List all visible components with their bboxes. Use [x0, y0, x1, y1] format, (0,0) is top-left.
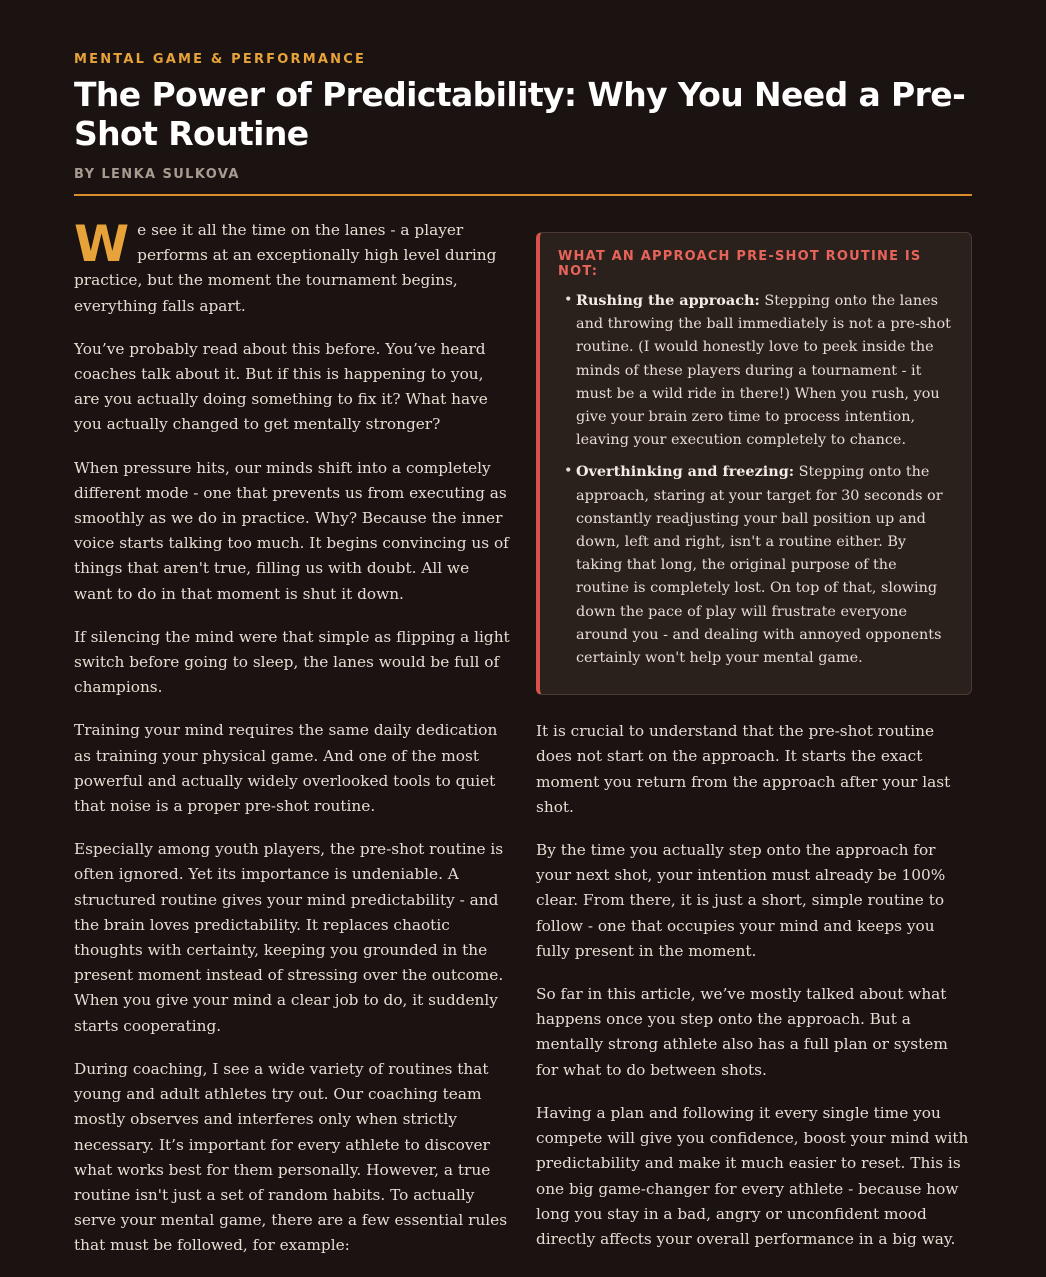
callout-list-item — [558, 289, 953, 452]
left-column — [74, 215, 510, 1277]
callout-box — [536, 232, 972, 695]
body-paragraph: When pressure hits, our minds shift into a completely different mode - one that prevents us from executing as smoothly as we do in practice. Why? Because the inner voice starts talking too much. It begins convincing us of things that aren't true, filling us with doubt. All we want to do in that moment is shut it down. — [74, 458, 509, 603]
body-paragraph: By the time you actually step onto the approach for your next shot, your intention must already be 100% clear. From there, it is just a short, simple routine to follow - one that occupies your mind and keeps you fully present in the moment. — [536, 841, 946, 960]
category-kicker: MENTAL GAME & PERFORMANCE — [74, 52, 367, 67]
callout-item-label: Rushing the approach: — [576, 292, 760, 309]
callout-list — [558, 289, 953, 670]
body-paragraph: If silencing the mind were that simple as flipping a light switch before going to sleep, the lanes would be full of champions. — [74, 627, 510, 697]
callout-item-text: Stepping onto the approach, staring at your target for 30 seconds or constantly readjusting your ball position up and down, left and right, isn't a routine either. By taking that long, the original purpose of the routine is completely lost. On top of that, slowing down the pace of play will frustrate everyone around you - and dealing with annoyed opponents certainly won't help your mental game. — [576, 464, 943, 667]
body-paragraph: It is crucial to understand that the pre-shot routine does not start on the approach. It starts the exact moment you return from the approach after your last shot. — [536, 722, 951, 816]
body-paragraph: You’ve probably read about this before. You’ve heard coaches talk about it. But if this is happening to you, are you actually doing something to fix it? What have you actually changed to get mentally stronger? — [74, 339, 488, 434]
body-paragraph: Having a plan and following it every single time you compete will give you confidence, boost your mind with predictability and make it much easier to reset. This is one big game-changer for every athlete - because how long you stay in a bad, angry or unconfident mood directly affects your overall performance in a big way. — [536, 1103, 969, 1248]
callout-list-item — [558, 460, 953, 670]
body-paragraph: During coaching, I see a wide variety of routines that young and adult athletes try out. Our coaching team mostly observes and interferes only when strictly necessary. It’s important for every athlete to discover what works best for them personally. However, a true routine isn't just a set of random habits. To actually serve your mental game, there are a few essential rules that must be followed, for example: — [74, 1059, 508, 1255]
callout-item-label: Overthinking and freezing: — [576, 463, 795, 481]
drop-cap: W — [74, 215, 130, 273]
callout-item-text: Stepping onto the lanes and throwing the ball immediately is not a pre-shot routine. (I would honestly love to peek inside the minds of these players during a tournament - it must be a wild ride in there!) When you rush, you give your brain zero time to process intention, leaving your execution completely to chance. — [576, 293, 951, 449]
body-paragraph: So far in this article, we’ve mostly talked about what happens once you step onto the approach. But a mentally strong athlete also has a full plan or system for what to do between shots. — [536, 985, 948, 1079]
body-paragraph: Training your mind requires the same daily dedication as training your physical game. And one of the most powerful and actually widely overlooked tools to quiet that noise is a proper pre-shot routine. — [74, 721, 498, 816]
right-column — [536, 218, 972, 1277]
header-divider — [74, 194, 972, 196]
intro-text: e see it all the time on the lanes - a player performs at an exceptionally high level during practice, but the moment the tournament begins, everything falls apart. — [74, 221, 497, 315]
callout-heading: WHAT AN APPROACH PRE-SHOT ROUTINE IS NOT: — [558, 249, 922, 279]
article-title: The Power of Predictability: Why You Need a Pre-Shot Routine — [74, 75, 966, 153]
body-paragraph: Especially among youth players, the pre-shot routine is often ignored. Yet its importance is undeniable. A structured routine gives your mind predictability - and the brain loves predictability. It replaces chaotic thoughts with certainty, keeping you grounded in the present moment instead of stressing over the outcome. When you give your mind a clear job to do, it suddenly starts cooperating. — [74, 840, 504, 1035]
author-byline: BY LENKA SULKOVA — [74, 167, 240, 182]
intro-paragraph — [74, 215, 510, 319]
article-body — [74, 215, 972, 1277]
